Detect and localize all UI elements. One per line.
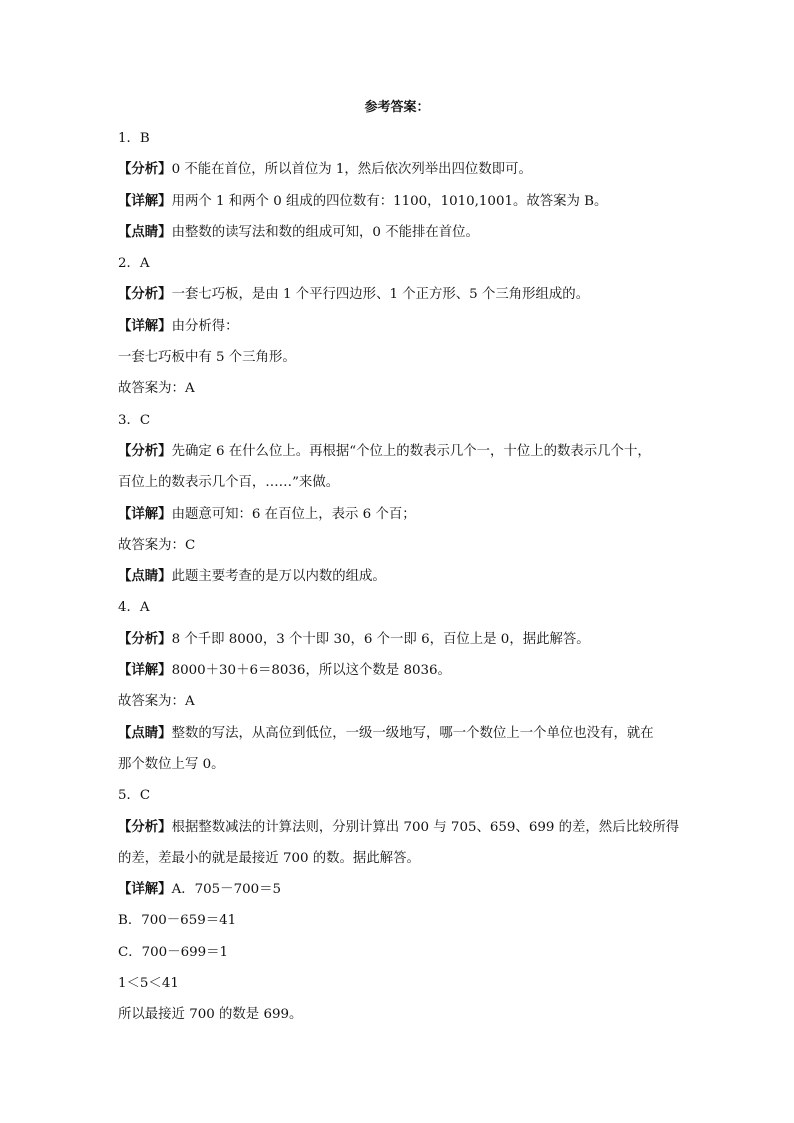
- line-text: C．700－699＝1: [118, 944, 229, 960]
- section-tag: 【详解】: [118, 505, 172, 522]
- line-text: 故答案为：A: [118, 694, 195, 710]
- answer-line: [118, 686, 684, 717]
- section-tag: 【分析】: [118, 161, 172, 178]
- answer-line: [118, 311, 684, 342]
- line-text: 由题意可知：6 在百位上，表示 6 个百；: [171, 506, 416, 522]
- section-tag: 【分析】: [118, 818, 172, 835]
- answer-line: [118, 499, 684, 530]
- answer-line: [118, 530, 684, 561]
- answer-line: [118, 342, 684, 373]
- line-text: 的差，差最小的就是最接近 700 的数。据此解答。: [118, 850, 420, 866]
- answer-line: [118, 248, 684, 279]
- section-tag: 【详解】: [118, 317, 172, 334]
- line-text: 8000＋30＋6＝8036，所以这个数是 8036。: [171, 663, 451, 679]
- line-text: 用两个 1 和两个 0 组成的四位数有：1100，1010,1001。故答案为 B。: [171, 193, 608, 209]
- section-tag: 【详解】: [118, 881, 172, 898]
- page-title: 参考答案：: [364, 100, 430, 115]
- line-text: 3．C: [118, 412, 151, 428]
- section-tag: 【分析】: [118, 286, 172, 303]
- line-text: 由整数的读写法和数的组成可知，0 不能排在首位。: [171, 224, 479, 240]
- line-text: 所以最接近 700 的数是 699。: [118, 1007, 303, 1023]
- answer-line: [118, 718, 684, 749]
- line-text: 整数的写法，从高位到低位，一级一级地写，哪一个数位上一个单位也没有，就在: [171, 725, 654, 741]
- answer-line: [118, 561, 684, 592]
- answer-content: [118, 123, 684, 1031]
- answer-line: [118, 624, 684, 655]
- section-tag: 【分析】: [118, 630, 172, 647]
- line-text: 4．A: [118, 600, 150, 616]
- line-text: 那个数位上写 0。: [118, 756, 225, 772]
- answer-line: [118, 905, 684, 936]
- answer-line: [118, 279, 684, 310]
- line-text: 1．B: [118, 131, 150, 146]
- answer-line: [118, 999, 684, 1030]
- line-text: 一套七巧板，是由 1 个平行四边形、1 个正方形、5 个三角形组成的。: [171, 287, 590, 303]
- line-text: A．705－700＝5: [171, 882, 282, 898]
- answer-line: [118, 467, 684, 498]
- answer-line: [118, 592, 684, 623]
- line-text: 百位上的数表示几个百，……”来做。: [118, 475, 340, 491]
- line-text: 由分析得：: [171, 318, 239, 334]
- section-tag: 【点睛】: [118, 724, 172, 741]
- line-text: 故答案为：C: [118, 537, 196, 553]
- line-text: 先确定 6 在什么位上。再根据“个位上的数表示几个一，十位上的数表示几个十，: [171, 443, 651, 459]
- answer-line: [118, 154, 684, 185]
- answer-line: [118, 655, 684, 686]
- line-text: 此题主要考查的是万以内数的组成。: [171, 569, 386, 585]
- section-tag: 【点睛】: [118, 568, 172, 585]
- answer-line: [118, 874, 684, 905]
- section-tag: 【点睛】: [118, 223, 172, 240]
- section-tag: 【分析】: [118, 442, 172, 459]
- line-text: 根据整数减法的计算法则，分别计算出 700 与 705、659、699 的差，然后比较所得: [171, 819, 680, 835]
- line-text: 一套七巧板中有 5 个三角形。: [118, 350, 296, 366]
- answer-line: [118, 405, 684, 436]
- answer-line: [118, 780, 684, 811]
- answer-line: [118, 968, 684, 999]
- line-text: 5．C: [118, 788, 151, 804]
- answer-line: [118, 186, 684, 217]
- answer-line: [118, 217, 684, 248]
- section-tag: 【详解】: [118, 192, 172, 209]
- line-text: B．700－659＝41: [118, 913, 237, 929]
- answer-line: [118, 123, 684, 154]
- section-tag: 【详解】: [118, 662, 172, 679]
- line-text: 2．A: [118, 256, 150, 272]
- line-text: 1＜5＜41: [118, 976, 179, 992]
- line-text: 0 不能在首位，所以首位为 1，然后依次列举出四位数即可。: [171, 162, 532, 178]
- line-text: 8 个千即 8000，3 个十即 30，6 个一即 6，百位上是 0，据此解答。: [171, 631, 590, 647]
- answer-line: [118, 436, 684, 467]
- answer-line: [118, 843, 684, 874]
- line-text: 故答案为：A: [118, 381, 195, 397]
- answer-line: [118, 812, 684, 843]
- answer-line: [118, 937, 684, 968]
- answer-line: [118, 749, 684, 780]
- answer-line: [118, 373, 684, 404]
